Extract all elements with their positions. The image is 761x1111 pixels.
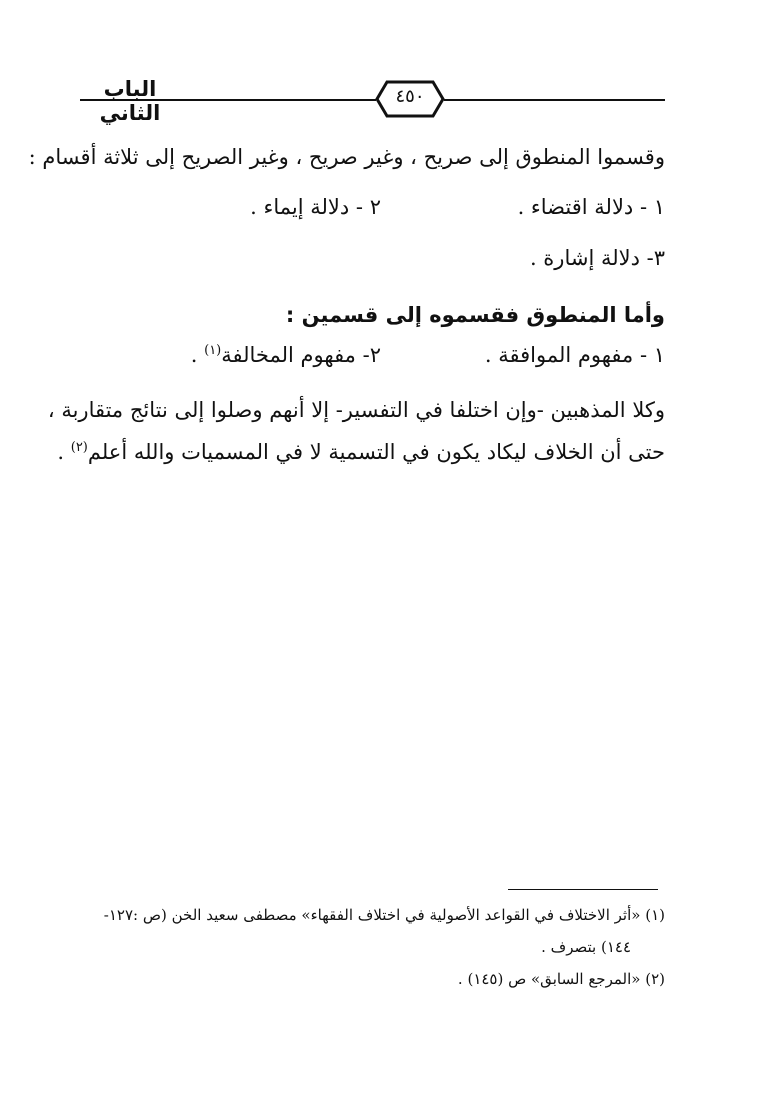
footnote-1-line-1: (١) «أثر الاختلاف في القواعد الأصولية في اختلاف الفقهاء» مصطفى سعيد الخن (ص :١٢٧- — [103, 906, 665, 924]
list-item-ima: ٢ - دلالة إيماء . — [250, 195, 381, 219]
list-item-mukhalafa — [191, 343, 381, 367]
footnote-2: (٢) «المرجع السابق» ص (١٤٥) . — [457, 970, 665, 988]
list-item-mukhalafa-text: ٢- مفهوم المخالفة — [221, 343, 381, 367]
footnote-ref-2: (٢) — [70, 440, 88, 455]
footnote-ref-1: (١) — [204, 343, 222, 358]
list-item-iqtida: ١ - دلالة اقتضاء . — [517, 195, 665, 219]
section-subheading: وأما المنطوق فقسموه إلى قسمين : — [285, 303, 665, 327]
paragraph-line-1: وكلا المذهبين -وإن اختلفا في التفسير- إلا أنهم وصلوا إلى نتائج متقاربة ، — [47, 398, 665, 422]
footnote-1-line-2: ١٤٤) بتصرف . — [541, 938, 631, 956]
paragraph-line-2-text: حتى أن الخلاف ليكاد يكون في التسمية لا في المسميات والله أعلم — [87, 440, 665, 464]
list-item-mukhalafa-end: . — [190, 343, 205, 367]
list-item-muwafaqa: ١ - مفهوم الموافقة . — [484, 343, 665, 367]
page-number-badge — [375, 80, 445, 118]
page-number: ٤٥٠ — [395, 86, 425, 107]
list-item-ishara: ٣- دلالة إشارة . — [529, 246, 665, 270]
paragraph-line-2-end: . — [57, 440, 71, 464]
intro-paragraph: وقسموا المنطوق إلى صريح ، وغير صريح ، وغير الصريح إلى ثلاثة أقسام : — [28, 145, 665, 169]
paragraph-line-2 — [57, 440, 665, 464]
header-rule-left — [80, 99, 376, 101]
chapter-title: الباب الثاني — [99, 77, 161, 125]
footnote-separator — [508, 889, 658, 890]
header-rule-right — [444, 99, 665, 101]
